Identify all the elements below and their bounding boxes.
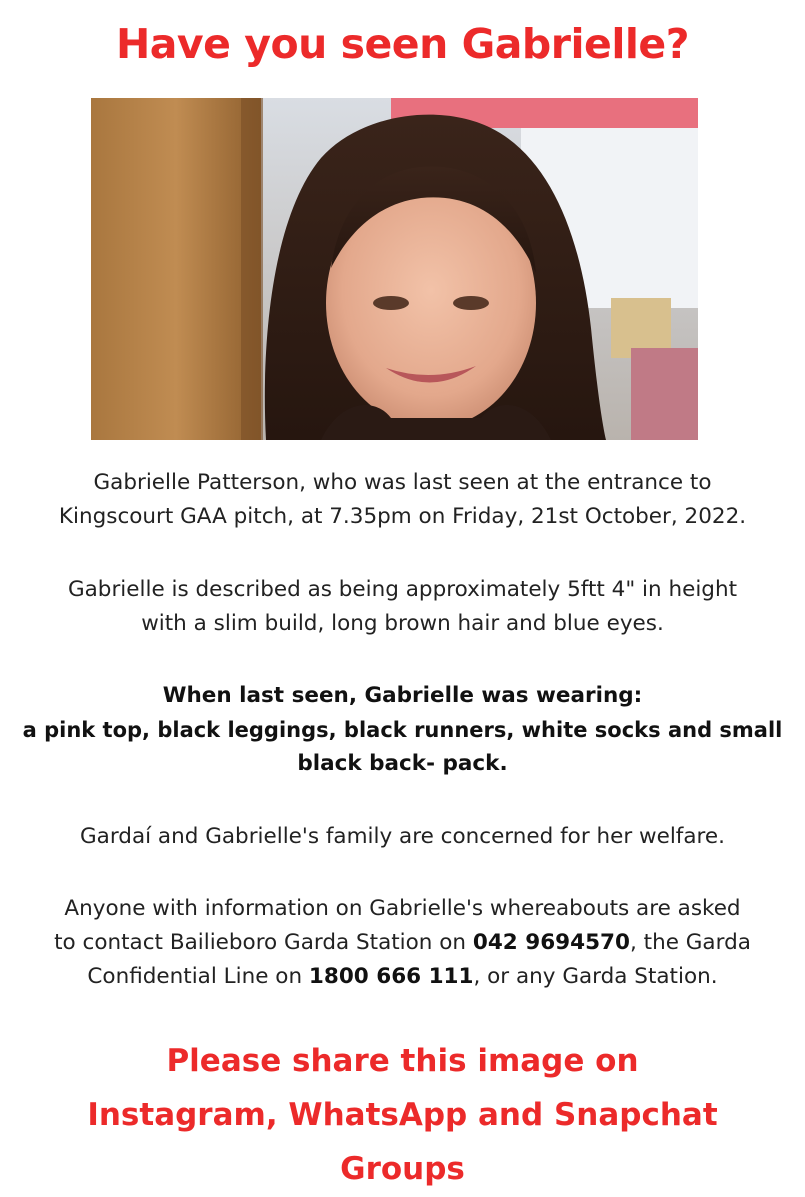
share-line-3: Groups — [340, 1151, 465, 1187]
contact-paragraph — [0, 892, 805, 994]
contact-line-3 — [0, 960, 805, 994]
contact-line-2-start: to contact Bailieboro Garda Station on — [54, 930, 473, 955]
last-seen-paragraph — [0, 466, 805, 534]
concern-line: Gardaí and Gabrielle's family are concerned for her welfare. — [80, 824, 725, 849]
share-line-1: Please share this image on — [166, 1043, 639, 1079]
contact-line-2 — [0, 926, 805, 960]
missing-person-photo — [91, 98, 698, 440]
contact-line-2-end: , the Garda — [629, 930, 751, 955]
description-line-2: with a slim build, long brown hair and blue eyes. — [141, 611, 664, 636]
clothing-line-2: a pink top, black leggings, black runners, white socks and small — [22, 718, 783, 742]
contact-line-1: Anyone with information on Gabrielle's whereabouts are asked — [64, 896, 741, 921]
description-line-1: Gabrielle is described as being approximately 5ftt 4" in height — [67, 577, 738, 602]
description-paragraph — [0, 573, 805, 641]
station-phone-number: 042 9694570 — [472, 930, 630, 955]
clothing-paragraph — [0, 679, 805, 781]
last-seen-line-1: Gabrielle Patterson, who was last seen at the entrance to — [93, 470, 712, 495]
last-seen-line-2: Kingscourt GAA pitch, at 7.35pm on Friday, 21st October, 2022. — [58, 504, 747, 529]
clothing-line-3: black back- pack. — [297, 751, 508, 776]
concern-paragraph — [0, 820, 805, 854]
poster-headline: Have you seen Gabrielle? — [115, 20, 690, 68]
share-line-2: Instagram, WhatsApp and Snapchat — [87, 1097, 718, 1133]
contact-line-3-start: Confidential Line on — [87, 964, 309, 989]
contact-line-3-end: , or any Garda Station. — [473, 964, 718, 989]
clothing-line-1: When last seen, Gabrielle was wearing: — [162, 683, 643, 708]
confidential-phone-number: 1800 666 111 — [308, 964, 474, 989]
share-call-to-action — [0, 1034, 805, 1196]
portrait-image — [91, 98, 698, 440]
